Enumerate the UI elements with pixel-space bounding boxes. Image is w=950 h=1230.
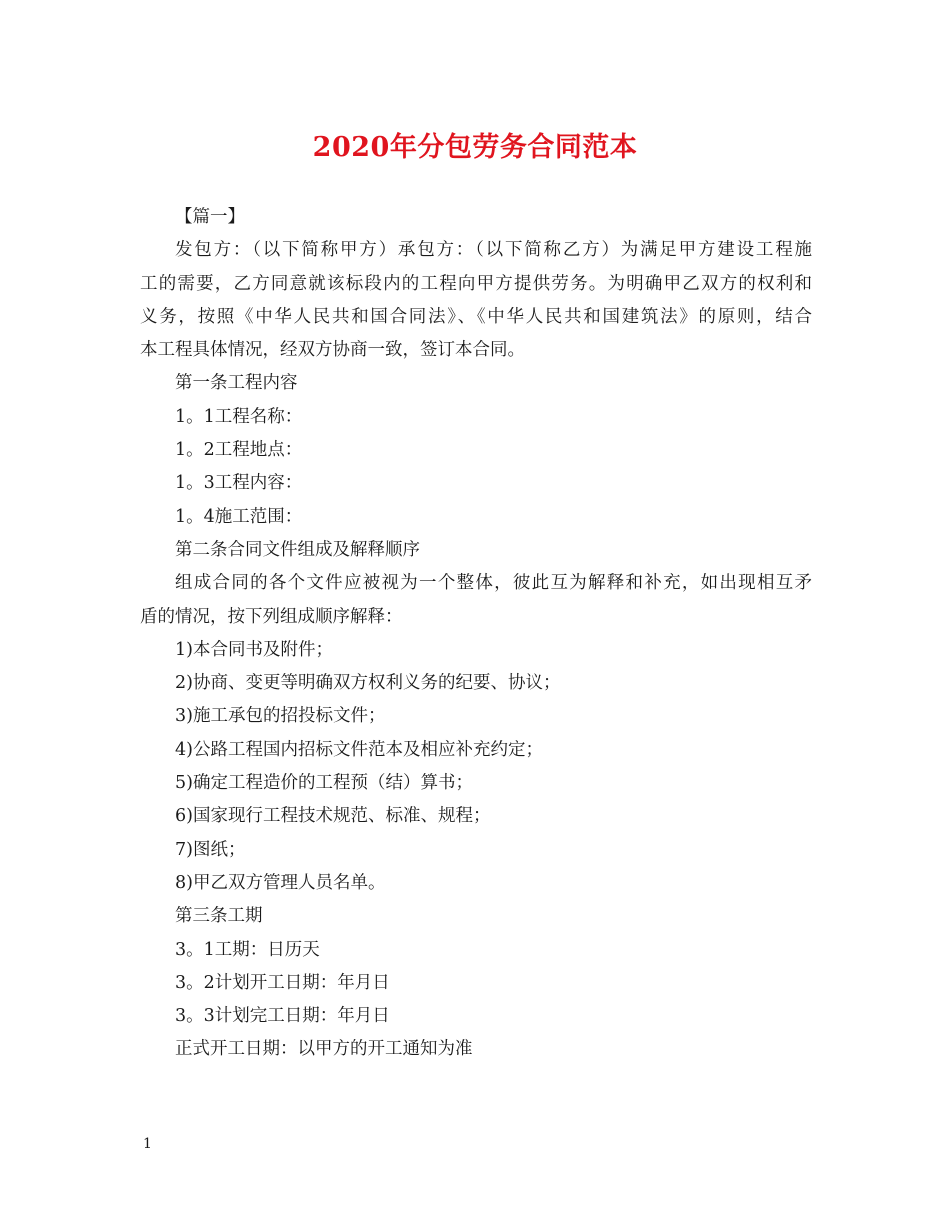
body-line: 第三条工期 bbox=[175, 906, 263, 927]
body-line: 1。4施工范围： bbox=[175, 506, 303, 527]
page-number: 1 bbox=[143, 1136, 152, 1152]
body-line: 4)公路工程国内招标文件范本及相应补充约定； bbox=[175, 739, 543, 760]
body-line: 发包方：（以下简称甲方）承包方：（以下简称乙方）为满足甲方建设工程施 bbox=[175, 240, 812, 261]
body-line: 第一条工程内容 bbox=[175, 373, 298, 394]
document-title: 2020年分包劳务合同范本 bbox=[312, 132, 638, 163]
body-line: 正式开工日期：以甲方的开工通知为准 bbox=[175, 1039, 473, 1060]
body-line: 1。1工程名称： bbox=[175, 406, 303, 427]
document-body bbox=[140, 201, 812, 1067]
body-line: 5)确定工程造价的工程预（结）算书； bbox=[175, 773, 473, 794]
body-line: 1)本合同书及附件； bbox=[175, 639, 333, 660]
body-line: 第二条合同文件组成及解释顺序 bbox=[175, 539, 420, 560]
body-line: 8)甲乙双方管理人员名单。 bbox=[175, 872, 386, 893]
body-line: 3)施工承包的招投标文件； bbox=[175, 706, 386, 727]
body-line: 7)图纸； bbox=[175, 839, 246, 860]
body-line: 3。2计划开工日期：年月日 bbox=[175, 972, 390, 993]
body-line: 【篇一】 bbox=[175, 207, 245, 227]
body-line: 1。3工程内容： bbox=[175, 473, 303, 494]
body-line: 本工程具体情况，经双方协商一致，签订本合同。 bbox=[140, 340, 525, 361]
body-line: 盾的情况，按下列组成顺序解释： bbox=[140, 606, 403, 627]
body-line: 2)协商、变更等明确双方权利义务的纪要、协议； bbox=[175, 673, 561, 694]
body-line: 3。3计划完工日期：年月日 bbox=[175, 1006, 390, 1027]
body-line: 组成合同的各个文件应被视为一个整体，彼此互为解释和补充，如出现相互矛 bbox=[175, 573, 812, 594]
body-line: 1。2工程地点： bbox=[175, 440, 303, 461]
body-line: 3。1工期：日历天 bbox=[175, 939, 320, 960]
body-line: 6)国家现行工程技术规范、标准、规程； bbox=[175, 806, 491, 827]
body-line: 义务，按照《中华人民共和国合同法》、《中华人民共和国建筑法》的原则，结合 bbox=[140, 306, 812, 327]
body-line: 工的需要，乙方同意就该标段内的工程向甲方提供劳务。为明确甲乙双方的权利和 bbox=[140, 273, 812, 294]
